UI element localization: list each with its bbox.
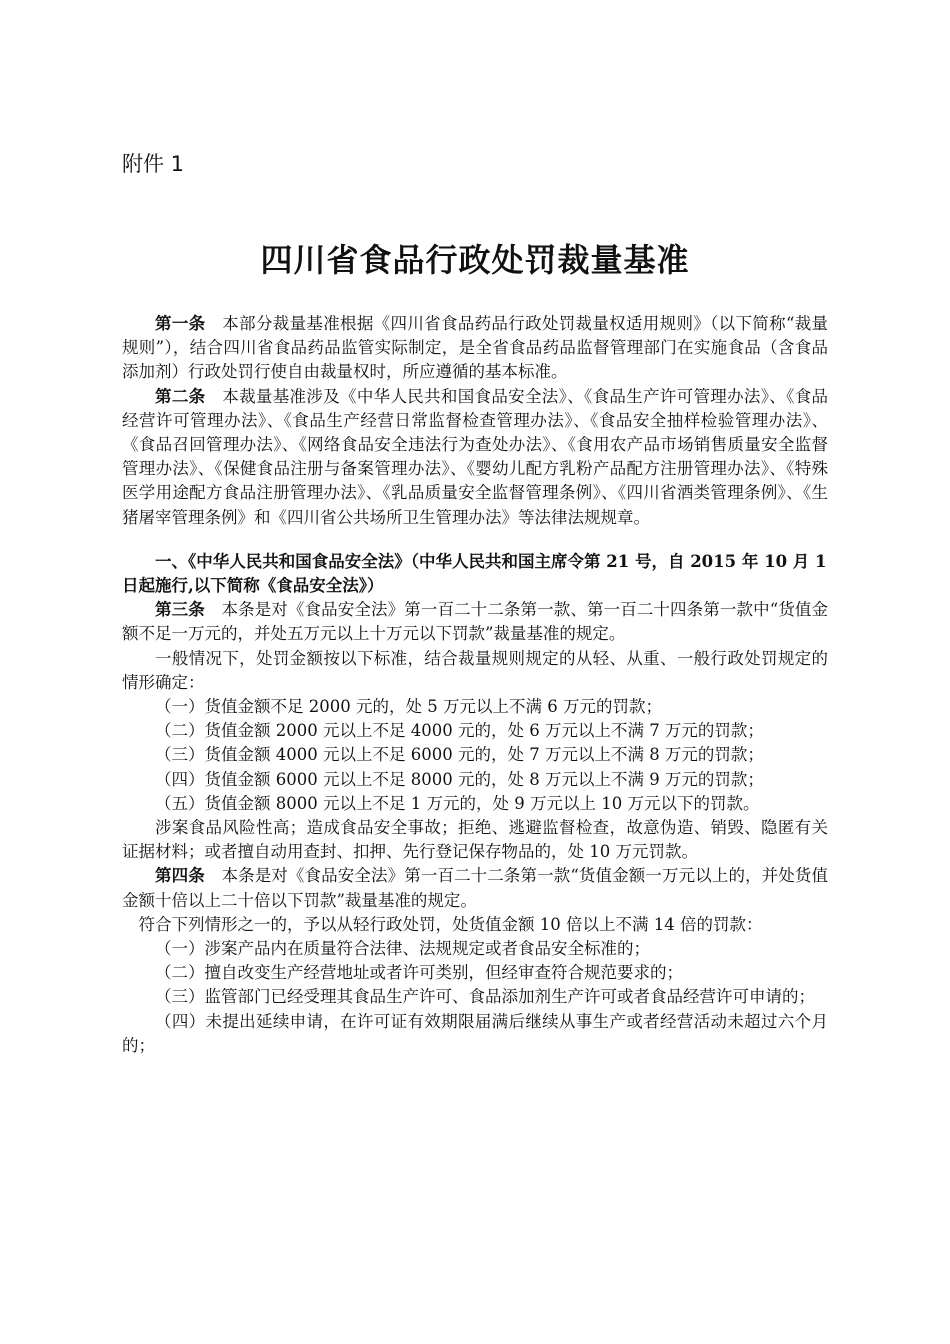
- article-1: [122, 312, 828, 385]
- article-3-item: （二）货值金额 2000 元以上不足 4000 元的，处 6 万元以上不满 7 万元的罚款；: [155, 721, 764, 741]
- document-body: [122, 312, 828, 1058]
- article-4-item: （二）擅自改变生产经营地址或者许可类别，但经审查符合规范要求的；: [155, 963, 683, 983]
- article-3-extra: 涉案食品风险性高；造成食品安全事故；拒绝、逃避监督检查，故意伪造、销毁、隐匿有关证据材料；或者擅自动用查封、扣押、先行登记保存物品的，处 10 万元罚款。: [122, 818, 828, 862]
- article-1-text: 本部分裁量基准根据《四川省食品药品行政处罚裁量权适用规则》（以下简称“裁量规则”），结合四川省食品药品监管实际制定，是全省食品药品监督管理部门在实施食品（含食品添加剂）行政处罚行使自由裁量权时，所应遵循的基本标准。: [122, 314, 829, 382]
- article-3-item: （五）货值金额 8000 元以上不足 1 万元的，处 9 万元以上 10 万元以下的罚款。: [155, 793, 760, 813]
- article-4: [122, 864, 828, 912]
- article-3-label: 第三条: [155, 600, 205, 620]
- article-4-item: （三）监管部门已经受理其食品生产许可、食品添加剂生产许可或者食品经营许可申请的；: [155, 987, 815, 1007]
- spacer: [122, 530, 828, 550]
- article-2: [122, 385, 828, 530]
- document-title: 四川省食品行政处罚裁量基准: [260, 241, 690, 279]
- article-4-text: 本条是对《食品安全法》第一百二十二条第一款“货值金额一万元以上的，并处货值金额十倍以上二十倍以下罚款”裁量基准的规定。: [122, 866, 829, 910]
- article-3: [122, 598, 828, 646]
- article-1-label: 第一条: [155, 314, 206, 333]
- article-3-item: （四）货值金额 6000 元以上不足 8000 元的，处 8 万元以上不满 9 万元的罚款；: [155, 769, 764, 789]
- article-3-text: 本条是对《食品安全法》第一百二十二条第一款、第一百二十四条第一款中“货值金额不足一万元的，并处五万元以上十万元以下罚款”裁量基准的规定。: [122, 600, 829, 644]
- article-2-text: 本裁量基准涉及《中华人民共和国食品安全法》、《食品生产许可管理办法》、《食品经营许可管理办法》、《食品生产经营日常监督检查管理办法》、《食品安全抽样检验管理办法》、《食品召回管理办法》、《网络食品安全违法行为查处办法》、《食用农产品市场销售质量安全监督管理办法》、《保健食品注册与备案管理办法》、《婴幼儿配方乳粉产品配方注册管理办法》、《特殊医学用途配方食品注册管理办法》、《乳品质量安全监督管理条例》、《四川省酒类管理条例》、《生猪屠宰管理条例》和《四川省公共场所卫生管理办法》等法律法规规章。: [122, 386, 829, 527]
- section-1-heading: 一、《中华人民共和国食品安全法》（中华人民共和国主席令第 21 号，自 2015 年 10 月 1 日起施行,以下简称《食品安全法》）: [122, 551, 827, 596]
- attachment-label: 附件 1: [122, 152, 185, 176]
- article-3-item: （一）货值金额不足 2000 元的，处 5 万元以上不满 6 万元的罚款；: [155, 697, 662, 717]
- article-3-general: 一般情况下，处罚金额按以下标准，结合裁量规则规定的从轻、从重、一般行政处罚规定的情形确定：: [122, 648, 828, 692]
- article-3-item: （三）货值金额 4000 元以上不足 6000 元的，处 7 万元以上不满 8 万元的罚款；: [155, 745, 764, 765]
- article-4-label: 第四条: [155, 866, 205, 886]
- article-2-label: 第二条: [155, 386, 206, 406]
- article-4-item: （四）未提出延续申请，在许可证有效期限届满后继续从事生产或者经营活动未超过六个月的；: [122, 1011, 828, 1055]
- article-4-item: （一）涉案产品内在质量符合法律、法规规定或者食品安全标准的；: [155, 939, 650, 959]
- article-4-general: 符合下列情形之一的，予以从轻行政处罚，处货值金额 10 倍以上不满 14 倍的罚款：: [138, 914, 763, 934]
